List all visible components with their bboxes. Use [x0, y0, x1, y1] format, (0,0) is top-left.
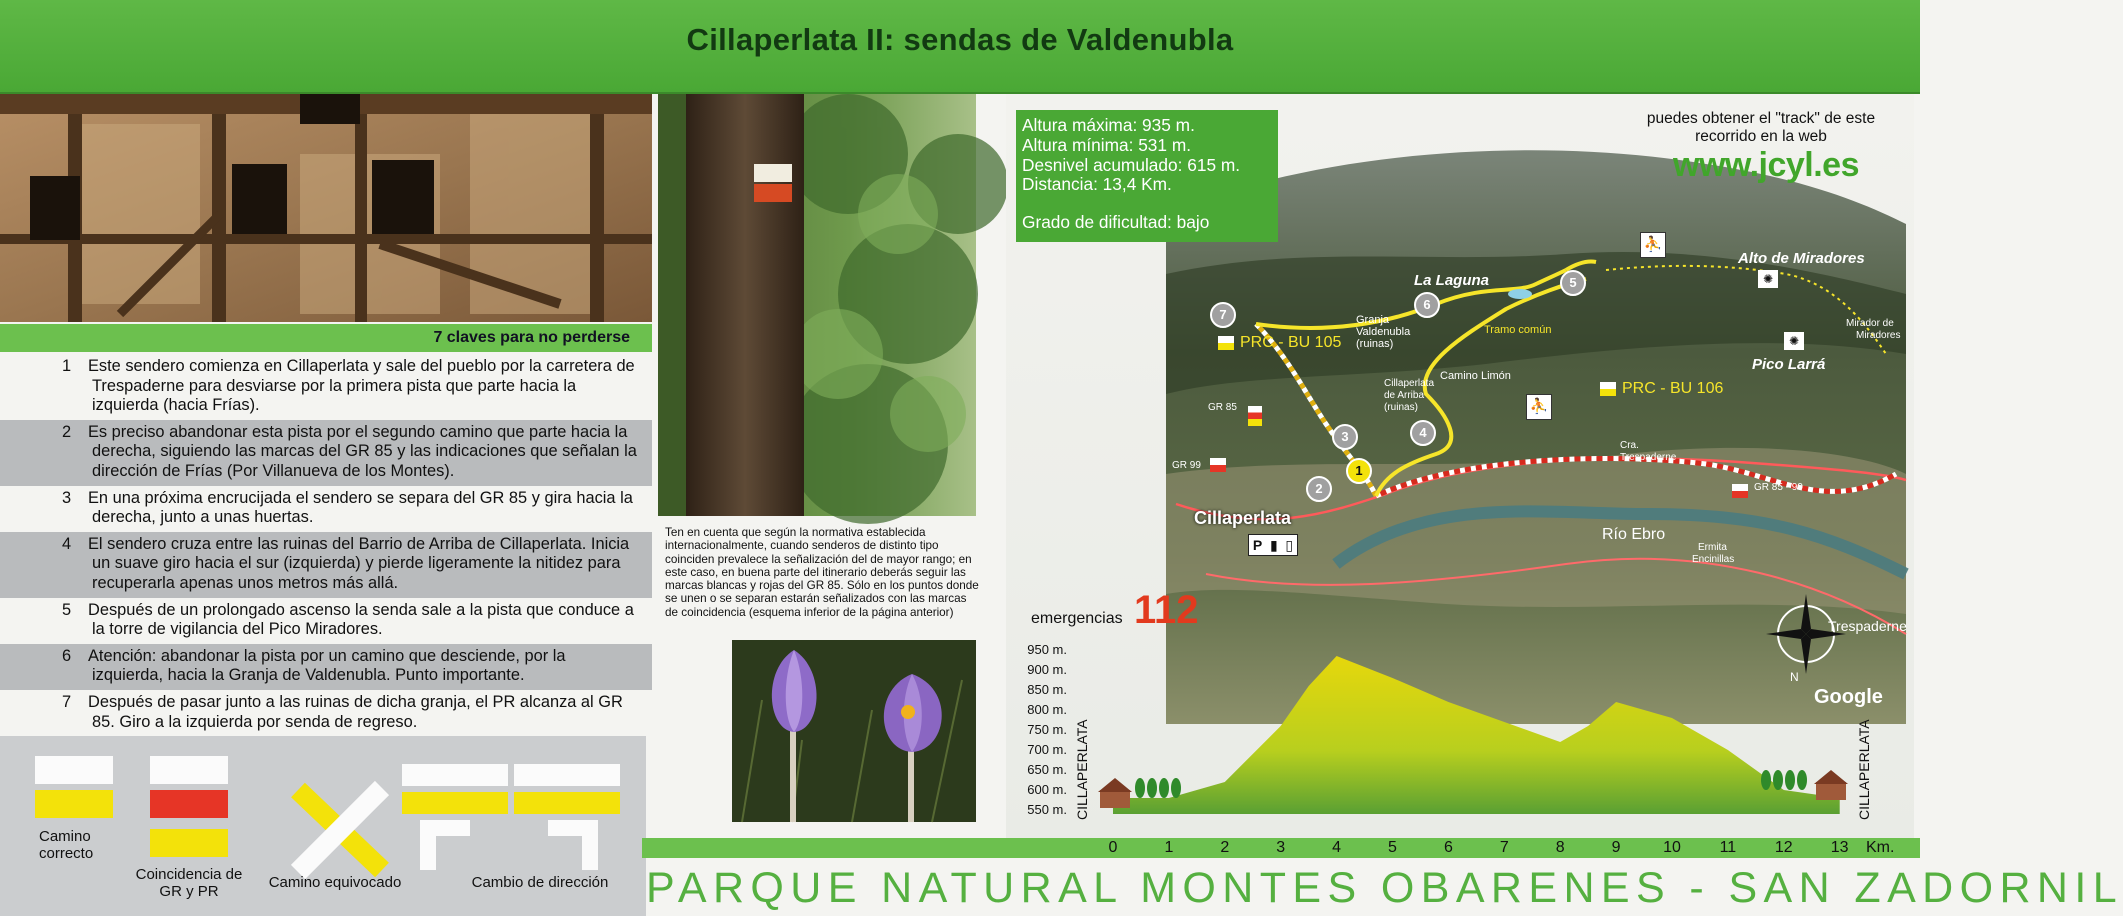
map-label-rio-ebro: Río Ebro — [1602, 526, 1666, 543]
wrong-way-x-icon — [290, 780, 390, 880]
parking-icon: P — [1252, 537, 1263, 553]
stat-altura-maxima: Altura máxima: 935 m. — [1022, 115, 1195, 135]
profile-end-label: CILLAPERLATA — [1856, 719, 1872, 820]
yellow-mark — [402, 792, 508, 814]
profile-start-label: CILLAPERLATA — [1074, 719, 1090, 820]
x-tick-label: 7 — [1499, 839, 1509, 856]
x-tick-label: 1 — [1164, 839, 1174, 856]
waypoint-7: 7 — [1210, 302, 1236, 328]
elevation-profile-area — [1113, 656, 1840, 814]
park-name-footer: PARQUE NATURAL MONTES OBARENES - SAN ZADORNIL — [646, 864, 2123, 912]
map-label-valdenubla: Valdenubla — [1356, 326, 1411, 338]
red-mark — [150, 790, 228, 818]
stat-dificultad: Grado de dificultad: bajo — [1022, 212, 1210, 233]
sign-gr85-99: GR 85 - 99 — [1754, 482, 1803, 493]
map-label-ermita: Ermita — [1698, 542, 1727, 553]
sign-prc-bu-105: PRC - BU 105 — [1218, 334, 1341, 352]
prc-mark-icon — [1218, 336, 1234, 350]
yellow-mark — [35, 790, 113, 818]
x-tick-label: 3 — [1276, 839, 1286, 856]
stat-altura-minima: Altura mínima: 531 m. — [1022, 134, 1192, 155]
legend-label-correcto: Camino correcto — [39, 828, 94, 862]
village-start-icon — [1098, 778, 1132, 808]
y-tick-label: 600 m. — [1027, 782, 1067, 797]
yellow-mark — [150, 829, 228, 857]
list-item: 3 En una próxima encrucijada el sendero se separa del GR 85 y gira hacia la derecha, junto a unas huertas. — [62, 488, 633, 527]
x-tick-label: 8 — [1555, 839, 1565, 856]
sign-gr85: GR 85 — [1208, 402, 1237, 413]
list-item: 2 Es preciso abandonar esta pista por el segundo camino que parte hacia la derecha, siguiendo las marcas del GR 85 y las indicaciones que señalan la dirección de Frías (Por Villanueva de los Montes). — [0, 420, 652, 486]
x-tick-label: 11 — [1719, 839, 1737, 856]
legend-label-equivocado: Camino equivocado — [268, 874, 402, 891]
stats-spacer — [1022, 195, 1278, 213]
white-mark — [514, 764, 620, 786]
white-mark — [150, 756, 228, 784]
y-tick-label: 800 m. — [1027, 702, 1067, 717]
map-label-pico-larra: Pico Larrá — [1752, 356, 1826, 373]
hiker-icon: ⛹ — [1526, 394, 1552, 420]
map-label-trespaderne-road: Trespaderne — [1620, 452, 1677, 463]
map-label-encinillas: Encinillas — [1692, 554, 1735, 565]
list-item: 5 Después de un prolongado ascenso la senda sale a la pista que conduce a la torre de vigilancia del Pico Miradores. — [62, 600, 634, 639]
trail-marks-legend — [0, 736, 646, 916]
restaurant-icon: ▮ — [1269, 536, 1278, 553]
services-pictograms — [1248, 534, 1298, 556]
x-tick-label: 2 — [1220, 839, 1230, 856]
list-item: 1 Este sendero comienza en Cillaperlata y sale del pueblo por la carretera de Trespaderne para desviarse por la primera pista que parte hacia la izquierda (hacia Frías). — [62, 357, 635, 415]
elevation-profile-chart — [1096, 640, 1896, 830]
gr-mark-icon — [1210, 458, 1226, 472]
hiker-icon: ⛹ — [1640, 232, 1666, 258]
gr-pr-mark-icon — [1248, 406, 1262, 426]
sign-prc-bu-106: PRC - BU 106 — [1600, 380, 1723, 398]
info-icon: ▯ — [1285, 536, 1294, 553]
map-label-mirador-de: Mirador de — [1846, 318, 1894, 329]
x-tick-label: 13 — [1830, 839, 1849, 856]
y-tick-label: 850 m. — [1027, 682, 1067, 697]
emergency-label: emergencias — [1031, 610, 1123, 627]
waypoint-3: 3 — [1332, 424, 1358, 450]
legend-label-cambio: Cambio de dirección — [471, 874, 609, 891]
map-label-cillaperlata: Cillaperlata — [1194, 508, 1292, 528]
waypoint-2: 2 — [1306, 476, 1332, 502]
waypoint-5: 5 — [1560, 270, 1586, 296]
claves-header-bar — [0, 324, 652, 352]
map-label-miradores: Miradores — [1856, 330, 1901, 341]
trees-start-icon — [1135, 778, 1181, 798]
compass-north-label: N — [1790, 670, 1799, 684]
map-label-camino-limon: Camino Limón — [1440, 370, 1511, 382]
steps-list — [0, 354, 652, 736]
yellow-mark — [514, 792, 620, 814]
emergency-number: 112 — [1134, 588, 1199, 632]
y-tick-label: 650 m. — [1027, 762, 1067, 777]
stat-distancia: Distancia: 13,4 Km. — [1022, 174, 1172, 195]
x-tick-label: 0 — [1108, 839, 1118, 856]
list-item: 4 El sendero cruza entre las ruinas del Barrio de Arriba de Cillaperlata. Inicia un suave giro hacia el sur (izquierda) y pierde ligeramente la nitidez para recuperarla apenas unos metros más allá. — [0, 532, 652, 598]
map-label-la-laguna: La Laguna — [1414, 272, 1490, 289]
waypoint-4: 4 — [1410, 420, 1436, 446]
map-label-granja: Granja — [1356, 314, 1390, 326]
legend-label-coincidencia: Coincidencia de GR y PR — [135, 866, 243, 900]
map-label-cra: Cra. — [1620, 440, 1639, 451]
y-tick-label: 700 m. — [1027, 742, 1067, 757]
x-tick-label: 9 — [1611, 839, 1621, 856]
y-tick-label: 750 m. — [1027, 722, 1067, 737]
photo-tree-trunk — [658, 94, 976, 516]
list-item: 6 Atención: abandonar la pista por un camino que desciende, por la izquierda, hacia la Granja de Valdenubla. Punto importante. — [0, 644, 652, 690]
map-label-alto-miradores: Alto de Miradores — [1738, 250, 1865, 267]
map-label-tramo-comun: Tramo común — [1484, 324, 1552, 336]
sign-gr99: GR 99 — [1172, 460, 1201, 471]
x-tick-label: 10 — [1663, 839, 1681, 856]
viewpoint-icon: ✺ — [1758, 270, 1778, 288]
map-label-arriba-ruinas: (ruinas) — [1384, 402, 1418, 413]
white-mark — [402, 764, 508, 786]
y-tick-label: 950 m. — [1027, 642, 1067, 657]
photo-crocus-flowers — [732, 640, 976, 822]
waypoint-1: 1 — [1346, 458, 1372, 484]
map-label-trespaderne: Trespaderne — [1828, 618, 1907, 634]
photo-ruined-house — [0, 94, 652, 322]
website-link[interactable]: www.jcyl.es — [1673, 146, 1859, 184]
x-axis-unit: Km. — [1866, 839, 1895, 856]
trees-end-icon — [1761, 770, 1807, 790]
google-attribution: Google — [1814, 686, 1883, 708]
gr-mark-icon — [1732, 484, 1748, 498]
x-tick-label: 4 — [1332, 839, 1342, 856]
route-stats-box — [1016, 110, 1278, 242]
y-tick-label: 550 m. — [1027, 802, 1067, 817]
prc-mark-icon — [1600, 382, 1616, 396]
x-tick-label: 5 — [1388, 839, 1397, 856]
turn-right-arrow-icon — [548, 820, 598, 870]
white-mark — [35, 756, 113, 784]
map-label-cillaperlata-arriba: Cillaperlata — [1384, 378, 1435, 389]
signage-note: Ten en cuenta que según la normativa establecida internacionalmente, cuando senderos de distinto tipo coinciden prevalece la señalización del de mayor rango; en este caso, en buena parte del itinerario deberás seguir las marcas blancas y rojas del GR 85. Sólo en los puntos donde se unen o se separan estarán señalizados con las marcas de coincidencia (esquema inferior de la página anterior) — [665, 526, 979, 619]
track-note: puedes obtener el "track" de este recorrido en la web — [1646, 110, 1876, 145]
waypoint-6: 6 — [1414, 292, 1440, 318]
stat-desnivel: Desnivel acumulado: 615 m. — [1022, 154, 1241, 175]
map-label-de-arriba: de Arriba — [1384, 390, 1425, 401]
village-end-icon — [1814, 770, 1848, 800]
turn-left-arrow-icon — [420, 820, 470, 870]
viewpoint-icon: ✺ — [1784, 332, 1804, 350]
page-title: Cillaperlata II: sendas de Valdenubla — [686, 22, 1234, 57]
map-label-ruinas: (ruinas) — [1356, 338, 1394, 350]
x-tick-label: 12 — [1774, 839, 1793, 856]
y-tick-label: 900 m. — [1027, 662, 1067, 677]
x-tick-label: 6 — [1443, 839, 1453, 856]
list-item: 7 Después de pasar junto a las ruinas de dicha granja, el PR alcanza al GR 85. Giro a la izquierda por senda de regreso. — [62, 692, 623, 731]
claves-title: 7 claves para no perderse — [433, 329, 630, 346]
